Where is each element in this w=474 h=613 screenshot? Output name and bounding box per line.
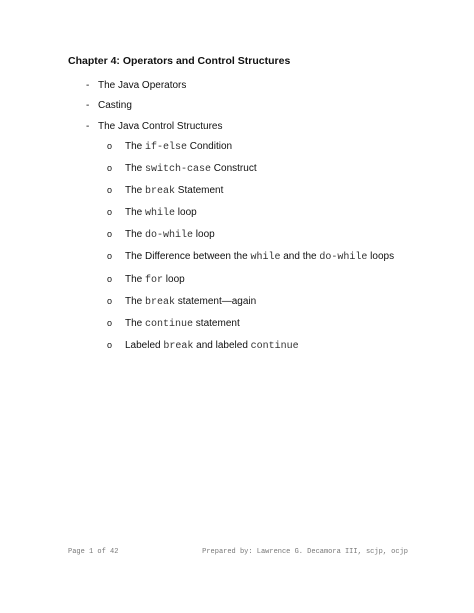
subsection-item: [107, 296, 256, 308]
dash-marker: -: [86, 80, 90, 91]
dash-marker: -: [86, 121, 90, 132]
subsection-text: The: [125, 207, 146, 218]
subsection-text: statement: [193, 318, 240, 329]
bullet-marker: o: [107, 229, 113, 239]
subsection-item: [107, 274, 185, 286]
subsection-text: The: [125, 296, 146, 307]
bullet-marker: o: [107, 251, 113, 261]
code-keyword: while: [145, 208, 176, 219]
subsection-item: [107, 340, 299, 352]
subsection-item: [107, 185, 223, 197]
subsection-text: Labeled: [125, 340, 164, 351]
bullet-marker: o: [107, 185, 113, 195]
subsection-text: The Difference between the: [125, 251, 251, 262]
section-item: [86, 80, 186, 91]
subsection-item: [107, 141, 232, 153]
section-label: The Java Operators: [98, 80, 187, 91]
chapter-title: Chapter 4: Operators and Control Structures: [68, 55, 291, 67]
code-keyword: break: [145, 297, 176, 308]
subsection-text: Statement: [175, 185, 224, 196]
subsection-item: [107, 229, 215, 241]
footer-page-number: Page 1 of 42: [68, 548, 119, 556]
section-item: [86, 100, 132, 111]
code-keyword: do-while: [319, 252, 368, 263]
subsection-item: [107, 251, 394, 263]
subsection-text: and labeled: [193, 340, 251, 351]
subsection-text: statement—again: [175, 296, 257, 307]
code-keyword: continue: [250, 341, 299, 352]
code-keyword: break: [145, 186, 176, 197]
subsection-text: The: [125, 229, 146, 240]
subsection-text: loop: [175, 207, 197, 218]
subsection-text: Construct: [211, 163, 257, 174]
subsection-text: The: [125, 274, 146, 285]
bullet-marker: o: [107, 274, 113, 284]
subsection-text: The: [125, 141, 146, 152]
subsection-text: loop: [163, 274, 185, 285]
bullet-marker: o: [107, 141, 113, 151]
bullet-marker: o: [107, 207, 113, 217]
bullet-marker: o: [107, 163, 113, 173]
subsection-item: [107, 163, 257, 175]
subsection-text: and the: [280, 251, 320, 262]
code-keyword: do-while: [145, 230, 194, 241]
subsection-text: loops: [367, 251, 395, 262]
code-keyword: while: [250, 252, 281, 263]
subsection-item: [107, 207, 197, 219]
subsection-text: Condition: [187, 141, 233, 152]
subsection-text: The: [125, 163, 146, 174]
code-keyword: if-else: [145, 142, 188, 153]
subsection-item: [107, 318, 240, 330]
bullet-marker: o: [107, 296, 113, 306]
code-keyword: switch-case: [145, 164, 212, 175]
code-keyword: continue: [145, 319, 194, 330]
code-keyword: break: [163, 341, 194, 352]
code-keyword: for: [145, 275, 164, 286]
dash-marker: -: [86, 100, 90, 111]
footer-prepared-by: Prepared by: Lawrence G. Decamora III, scjp, ocjp: [202, 548, 408, 556]
bullet-marker: o: [107, 318, 113, 328]
subsection-text: The: [125, 185, 146, 196]
subsection-text: loop: [193, 229, 215, 240]
bullet-marker: o: [107, 340, 113, 350]
section-label: The Java Control Structures: [98, 121, 223, 132]
subsection-text: The: [125, 318, 146, 329]
section-item: [86, 121, 223, 132]
section-label: Casting: [98, 100, 132, 111]
